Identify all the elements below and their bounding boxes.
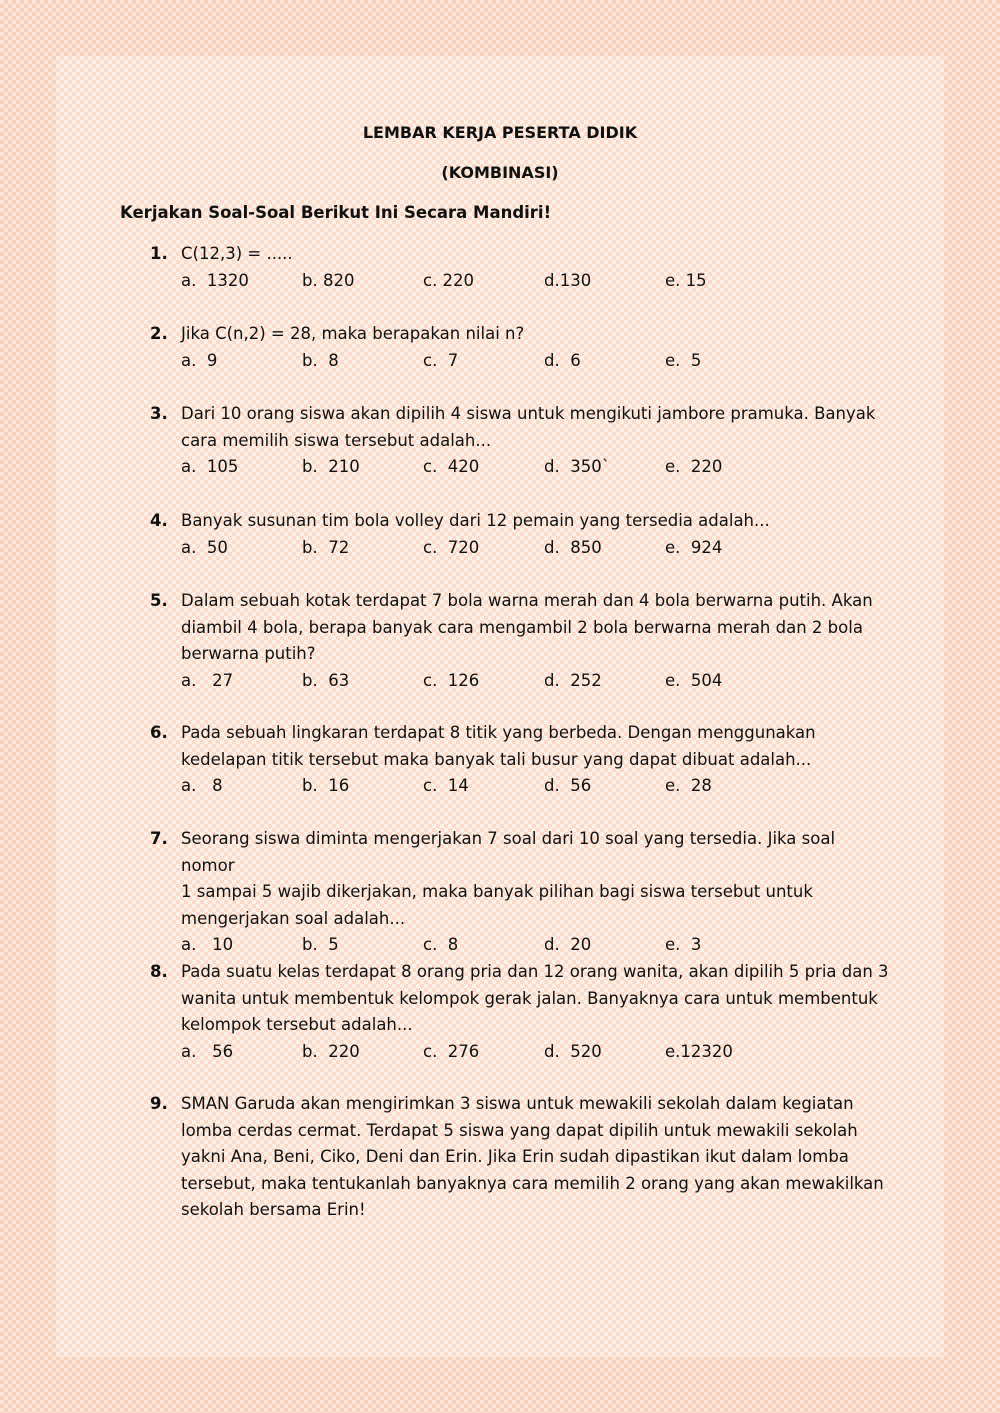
answer-option: b. 5: [302, 935, 339, 954]
answer-options: [181, 668, 890, 695]
question-text-line: mengerjakan soal adalah...: [181, 908, 406, 928]
question-text-line: kelompok tersebut adalah...: [181, 1015, 413, 1034]
answer-option: b. 220: [302, 1041, 360, 1061]
question-text-line: Pada suatu kelas terdapat 8 orang pria dan 12 orang wanita, akan dipilih 5 pria dan 3: [181, 962, 889, 981]
answer-option: c. 276: [423, 1041, 480, 1061]
answer-option: e. 220: [665, 457, 723, 476]
answer-option: e. 924: [665, 537, 723, 557]
answer-option: b. 8: [302, 350, 339, 370]
question-text-line: Seorang siswa diminta mengerjakan 7 soal dari 10 soal yang tersedia. Jika soal nomor: [181, 829, 836, 875]
question-text-line: SMAN Garuda akan mengirimkan 3 siswa untuk mewakili sekolah dalam kegiatan: [181, 1094, 854, 1113]
answer-options: [181, 932, 890, 959]
answer-options: [181, 454, 890, 481]
answer-option: a. 56: [181, 1041, 234, 1061]
answer-option: c. 420: [423, 457, 480, 476]
question-text-line: Dari 10 orang siswa akan dipilih 4 siswa untuk mengikuti jambore pramuka. Banyak: [181, 404, 876, 423]
question-item: [150, 401, 890, 481]
answer-option: a. 27: [181, 670, 234, 690]
answer-option: a. 50: [181, 537, 228, 557]
question-number: 1.: [150, 244, 168, 263]
question-text-line: Jika C(n,2) = 28, maka berapakan nilai n?: [181, 324, 525, 343]
question-text-line: sekolah bersama Erin!: [181, 1200, 366, 1219]
question-number: 6.: [150, 723, 168, 742]
question-number: 9.: [150, 1094, 168, 1113]
question-item: [150, 241, 890, 294]
question-text-line: yakni Ana, Beni, Ciko, Deni dan Erin. Jika Erin sudah dipastikan ikut dalam lomba: [181, 1147, 849, 1166]
question-number: 5.: [150, 591, 168, 610]
answer-option: c. 8: [423, 935, 459, 954]
answer-option: a. 8: [181, 776, 223, 795]
answer-option: e. 504: [665, 670, 723, 690]
question-number: 2.: [150, 324, 168, 343]
question-item: [150, 508, 890, 561]
question-item: [150, 826, 890, 959]
question-number: 4.: [150, 511, 168, 530]
answer-option: d. 850: [544, 537, 602, 557]
question-text-line: 1 sampai 5 wajib dikerjakan, maka banyak pilihan bagi siswa tersebut untuk: [181, 882, 813, 901]
answer-option: e. 28: [665, 776, 712, 795]
answer-option: a. 10: [181, 935, 234, 954]
question-text-line: lomba cerdas cermat. Terdapat 5 siswa yang dapat dipilih untuk mewakili sekolah: [181, 1120, 858, 1140]
question-text-line: C(12,3) = .....: [181, 244, 293, 263]
question-item: [150, 321, 890, 374]
question-text-line: kedelapan titik tersebut maka banyak tali busur yang dapat dibuat adalah...: [181, 749, 812, 769]
answer-options: [181, 348, 890, 375]
page-subtitle: (KOMBINASI): [441, 163, 559, 182]
answer-option: b. 820: [302, 270, 355, 290]
answer-option: d. 350`: [544, 457, 610, 476]
question-text-line: Pada sebuah lingkaran terdapat 8 titik yang berbeda. Dengan menggunakan: [181, 723, 816, 742]
question-text-line: diambil 4 bola, berapa banyak cara mengambil 2 bola berwarna merah dan 2 bola: [181, 617, 863, 637]
answer-option: d. 520: [544, 1041, 602, 1061]
answer-option: c. 720: [423, 537, 480, 557]
question-text-line: wanita untuk membentuk kelompok gerak jalan. Banyaknya cara untuk membentuk: [181, 988, 878, 1008]
question-item: [150, 1091, 890, 1224]
answer-option: c. 14: [423, 776, 469, 795]
answer-option: d. 56: [544, 776, 592, 795]
question-text-line: berwarna putih?: [181, 644, 316, 663]
question-text-line: cara memilih siswa tersebut adalah...: [181, 430, 492, 450]
answer-option: e. 3: [665, 935, 702, 954]
question-item: [150, 959, 890, 1065]
question-item: [150, 588, 890, 694]
answer-option: a. 105: [181, 457, 239, 476]
question-number: 7.: [150, 829, 168, 848]
answer-options: [181, 268, 890, 295]
question-text-line: tersebut, maka tentukanlah banyaknya cara memilih 2 orang yang akan mewakilkan: [181, 1173, 884, 1193]
question-item: [150, 720, 890, 800]
answer-option: b. 16: [302, 776, 350, 795]
answer-option: e.12320: [665, 1041, 733, 1061]
question-text-line: Dalam sebuah kotak terdapat 7 bola warna merah dan 4 bola berwarna putih. Akan: [181, 591, 873, 610]
answer-option: e. 5: [665, 350, 702, 370]
answer-option: c. 126: [423, 670, 480, 690]
question-text-line: Banyak susunan tim bola volley dari 12 pemain yang tersedia adalah...: [181, 511, 770, 530]
answer-options: [181, 773, 890, 800]
answer-option: d. 20: [544, 935, 592, 954]
page-title: LEMBAR KERJA PESERTA DIDIK: [362, 123, 638, 142]
answer-options: [181, 535, 890, 562]
answer-option: b. 72: [302, 537, 350, 557]
answer-option: e. 15: [665, 270, 707, 290]
question-number: 8.: [150, 962, 168, 981]
answer-option: d. 6: [544, 350, 581, 370]
answer-option: c. 220: [423, 270, 475, 290]
answer-option: b. 63: [302, 670, 350, 690]
instruction-text: Kerjakan Soal-Soal Berikut Ini Secara Mandiri!: [120, 203, 552, 222]
answer-option: d.130: [544, 270, 592, 290]
answer-option: a. 9: [181, 350, 218, 370]
answer-options: [181, 1039, 890, 1066]
question-number: 3.: [150, 404, 168, 423]
answer-option: a. 1320: [181, 270, 249, 290]
answer-option: d. 252: [544, 670, 602, 690]
answer-option: b. 210: [302, 457, 360, 476]
answer-option: c. 7: [423, 350, 459, 370]
